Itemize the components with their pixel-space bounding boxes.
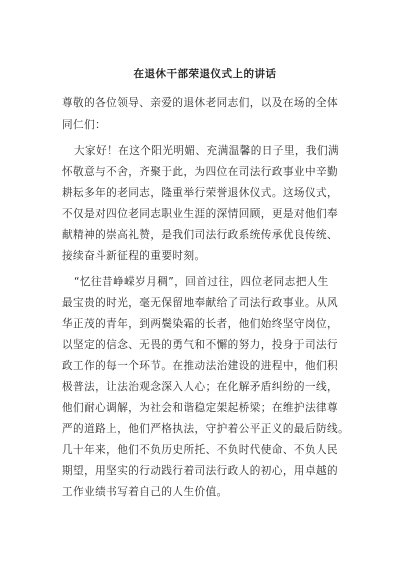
paragraph-line: 几十年来，他们不负历史所托、不负时代使命、不负人民 (62, 444, 339, 456)
document-title: 在退休干部荣退仪式上的讲话 (133, 68, 277, 80)
paragraph-line: 极普法，让法治观念深入人心；在化解矛盾纠纷的一线， (62, 381, 339, 393)
paragraph-line: 大家好！在这个阳光明媚、充满温馨的日子里，我们满 (74, 145, 340, 157)
salutation-line: 同仁们： (62, 119, 107, 131)
paragraph-line: 华正茂的青年，到两鬓染霜的长者，他们始终坚守岗位， (62, 318, 339, 330)
paragraph-line: 不仅是对四位老同志职业生涯的深情回顾，更是对他们奉 (62, 208, 339, 220)
paragraph-line: 怀敬意与不舍，齐聚于此，为四位在司法行政事业中辛勤 (62, 166, 339, 178)
paragraph-line: 接续奋斗新征程的重要时刻。 (62, 250, 206, 262)
paragraph-line: 工作业绩书写着自己的人生价值。 (62, 486, 228, 498)
paragraph-line: 献精神的崇高礼赞，是我们司法行政系统传承优良传统、 (62, 229, 339, 241)
paragraph-line: “忆往昔峥嵘岁月稠”，回首过往，四位老同志把人生 (74, 276, 329, 288)
paragraph-line: 政工作的每一个环节。在推动法治建设的进程中，他们积 (62, 360, 339, 372)
paragraph-line: 严的道路上，他们严格执法，守护着公平正义的最后防线。 (62, 423, 350, 435)
salutation-line: 尊敬的各位领导、亲爱的退休老同志们，以及在场的全体 (62, 97, 339, 109)
paragraph-line: 最宝贵的时光，毫无保留地奉献给了司法行政事业。从风 (62, 297, 339, 309)
paragraph-line: 期望，用坚实的行动践行着司法行政人的初心，用卓越的 (62, 465, 339, 477)
paragraph-line: 耕耘多年的老同志，隆重举行荣誉退休仪式。这场仪式， (62, 187, 339, 199)
paragraph-line: 他们耐心调解，为社会和谐稳定架起桥梁；在维护法律尊 (62, 402, 339, 414)
paragraph-line: 以坚定的信念、无畏的勇气和不懈的努力，投身于司法行 (62, 339, 339, 351)
